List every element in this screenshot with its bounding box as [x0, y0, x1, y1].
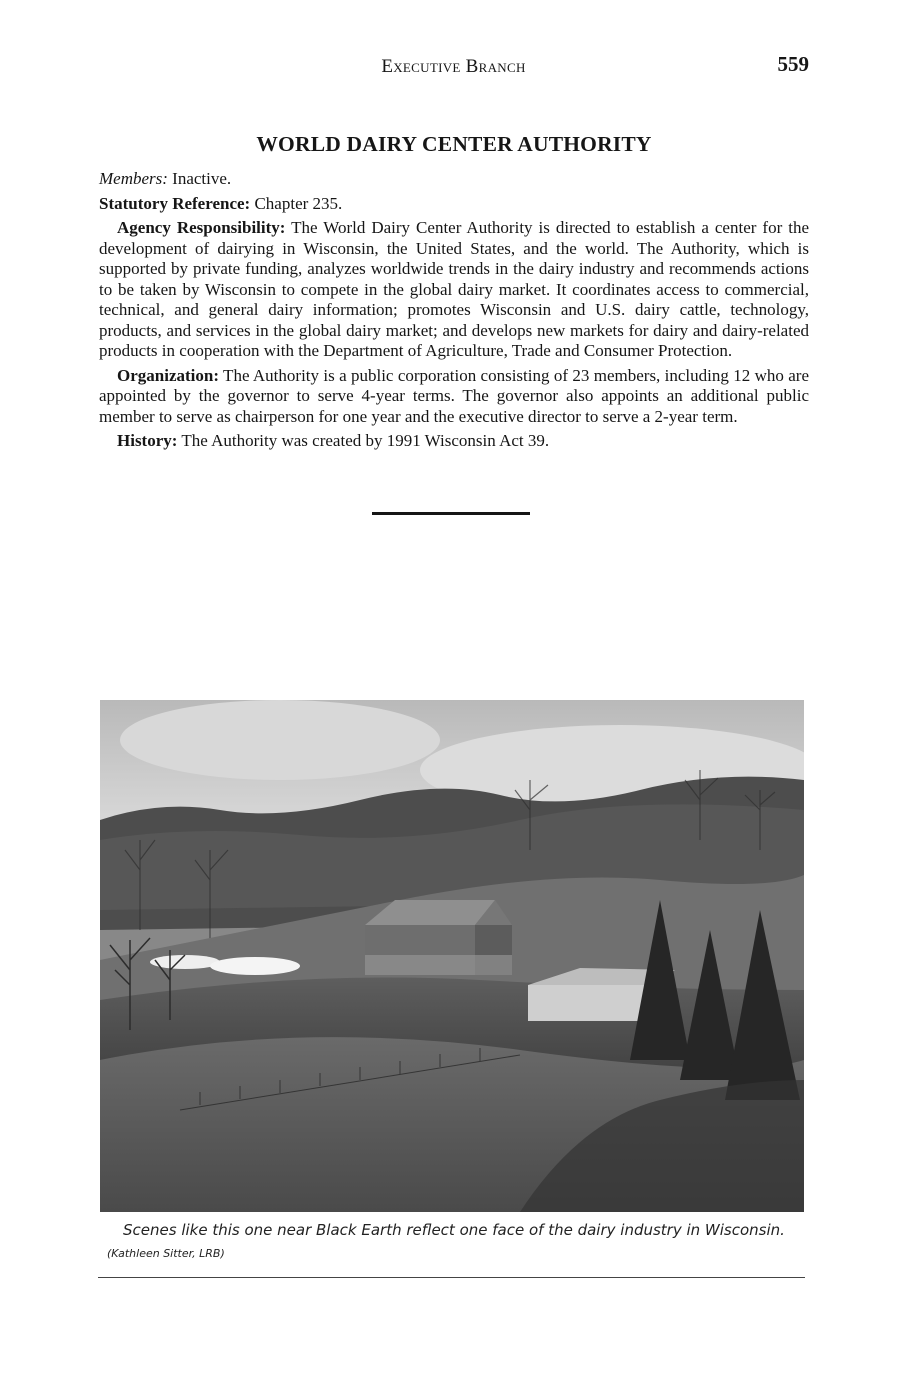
- section-title: WORLD DAIRY CENTER AUTHORITY: [256, 132, 652, 156]
- photo-caption: [107, 1219, 807, 1265]
- farm-photo: [100, 700, 804, 1212]
- barn: [365, 900, 512, 975]
- bottom-rule: [98, 1277, 805, 1278]
- cloud: [120, 700, 440, 780]
- silage-pile: [210, 957, 300, 975]
- history-paragraph: [99, 431, 809, 452]
- statutory-label: Statutory Reference:: [99, 193, 251, 213]
- photo-credit: (Kathleen Sitter, LRB): [107, 1247, 225, 1260]
- members-value: Inactive.: [167, 169, 232, 188]
- section-body: [99, 132, 809, 456]
- organization-text: The Authority is a public corporation consisting of 23 members, including 12 who are appointed by the governor to serve 4-year terms. The governor also appoints an additional public member to serve as chairperson for one year and the executive director to serve a 2-year term.: [99, 365, 809, 426]
- running-head: Executive Branch: [381, 56, 526, 77]
- page-number: 559: [777, 52, 809, 76]
- members-label: Members:: [99, 169, 168, 188]
- section-divider: [372, 512, 530, 515]
- organization-label: Organization:: [117, 365, 219, 385]
- statutory-value: Chapter 235.: [250, 193, 343, 213]
- history-label: History:: [117, 431, 178, 450]
- page-header: [0, 52, 907, 82]
- statutory-line: [99, 194, 809, 215]
- caption-text: Scenes like this one near Black Earth reflect one face of the dairy industry in Wisconsin.: [123, 1221, 785, 1239]
- agency-label: Agency Responsibility:: [117, 218, 286, 237]
- organization-paragraph: [99, 366, 809, 428]
- agency-paragraph: [99, 218, 809, 362]
- agency-text: The World Dairy Center Authority is directed to establish a center for the development of dairying in Wisconsin, the United States, and the world. The Authority, which is supported by private funding, analyzes worldwide trends in the dairy industry and recommends actions to be taken by Wisconsin to compete in the global dairy market. It coordinates access to commercial, technical, and general dairy information; promotes Wisconsin and U.S. dairy cattle, technology, products, and services in the global dairy market; and develops new markets for dairy and dairy-related products in cooperation with the Department of Agriculture, Trade and Consumer Protection.: [99, 218, 809, 360]
- history-text: The Authority was created by 1991 Wisconsin Act 39.: [177, 431, 550, 450]
- members-line: [99, 169, 809, 190]
- farm-scene-illustration: [100, 700, 804, 1212]
